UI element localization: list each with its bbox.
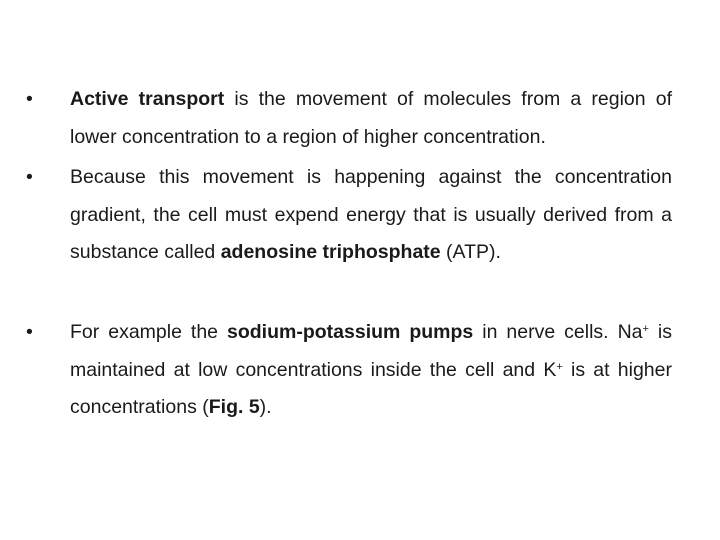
bullet-text: (ATP).	[440, 241, 501, 263]
term-active-transport: Active transport	[70, 88, 225, 110]
bullet-energy	[26, 159, 672, 272]
bullet-text: For example the	[70, 321, 228, 343]
bullet-dot-icon: •	[26, 88, 33, 110]
charge-sup: +	[642, 323, 649, 335]
bullet-active-transport	[26, 81, 672, 156]
bullet-text: is maintained at low concentrations inside the cell and K	[70, 321, 672, 381]
figure-ref: Fig. 5	[208, 396, 260, 418]
bullet-text: is at higher concentrations (	[70, 358, 672, 418]
bullet-text: is the movement of molecules from a region of lower concentration to a region of higher concentration.	[70, 88, 672, 148]
bullet-text: Because this movement is happening against the concentration gradient, the cell must expend energy that is usually derived from a substance called	[70, 166, 672, 263]
bullet-text: in nerve cells. Na	[473, 321, 643, 343]
bullet-text: ).	[259, 396, 272, 418]
charge-sup: +	[556, 360, 563, 373]
term-atp: adenosine triphosphate	[220, 241, 441, 263]
bullet-dot-icon: •	[26, 166, 33, 188]
bullet-dot-icon: •	[26, 321, 33, 343]
term-pump: sodium-potassium pumps	[227, 321, 474, 343]
bullet-sodium-potassium	[26, 314, 672, 427]
